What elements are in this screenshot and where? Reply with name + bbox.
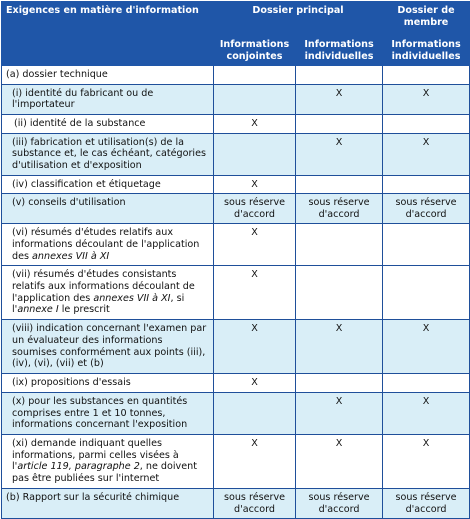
cell-member (383, 175, 470, 194)
table-row (2, 392, 470, 434)
cell-individual: X (296, 392, 383, 434)
cell-joint (214, 66, 296, 85)
cell-individual: X (296, 320, 383, 374)
table-row (2, 66, 470, 85)
cell-joint (214, 84, 296, 114)
cell-member (383, 266, 470, 320)
header-empty (2, 37, 214, 66)
row-label: (viii) indication concernant l'examen par un évaluateur des informations soumises conformément aux points (iii), (iv), (vi), (vii) et (b) (2, 320, 214, 374)
row-label: (vi) résumés d'études relatifs aux informations découlant de l'application des annexes VII à XI (2, 224, 214, 266)
cell-joint (214, 133, 296, 175)
cell-joint: X (214, 114, 296, 133)
header-joint-info: Informations conjointes (214, 37, 296, 66)
cell-joint: sous réserve d'accord (214, 194, 296, 224)
cell-joint: X (214, 434, 296, 488)
cell-member: sous réserve d'accord (383, 488, 470, 518)
cell-individual: sous réserve d'accord (296, 194, 383, 224)
cell-individual: sous réserve d'accord (296, 488, 383, 518)
row-label: (ii) identité de la substance (2, 114, 214, 133)
cell-individual: X (296, 133, 383, 175)
table-row (2, 194, 470, 224)
cell-joint: X (214, 266, 296, 320)
cell-joint (214, 392, 296, 434)
header-requirements: Exigences en matière d'information (2, 2, 214, 37)
table-row (2, 84, 470, 114)
cell-joint: X (214, 224, 296, 266)
information-requirements-table (1, 1, 470, 519)
table-row (2, 434, 470, 488)
cell-member (383, 374, 470, 393)
table-row (2, 374, 470, 393)
row-label: (vii) résumés d'études consistants relatifs aux informations découlant de l'application des annexes VII à XI, si l'annexe I le prescrit (2, 266, 214, 320)
cell-member: X (383, 320, 470, 374)
cell-individual: X (296, 84, 383, 114)
header-main-dossier: Dossier principal (214, 2, 383, 37)
cell-individual (296, 114, 383, 133)
table-row (2, 133, 470, 175)
row-label: (v) conseils d'utilisation (2, 194, 214, 224)
cell-joint: X (214, 374, 296, 393)
row-label: (xi) demande indiquant quelles informations, parmi celles visées à l'article 119, paragraphe 2, ne doivent pas être publiées sur l'internet (2, 434, 214, 488)
row-label: (i) identité du fabricant ou de l'importateur (2, 84, 214, 114)
cell-joint: sous réserve d'accord (214, 488, 296, 518)
cell-member: X (383, 133, 470, 175)
cell-individual (296, 374, 383, 393)
cell-member: X (383, 434, 470, 488)
cell-individual (296, 175, 383, 194)
cell-member: X (383, 84, 470, 114)
row-label: (iv) classification et étiquetage (2, 175, 214, 194)
row-label: (iii) fabrication et utilisation(s) de la substance et, le cas échéant, catégories d'utilisation et d'exposition (2, 133, 214, 175)
cell-joint: X (214, 175, 296, 194)
row-label: (x) pour les substances en quantités comprises entre 1 et 10 tonnes, informations concernant l'exposition (2, 392, 214, 434)
cell-joint: X (214, 320, 296, 374)
cell-member (383, 66, 470, 85)
cell-individual (296, 224, 383, 266)
table-row (2, 224, 470, 266)
cell-individual (296, 266, 383, 320)
table-row (2, 320, 470, 374)
row-label: (ix) propositions d'essais (2, 374, 214, 393)
table-row (2, 266, 470, 320)
table-row (2, 175, 470, 194)
header-member-individual-info: Informations individuelles (383, 37, 470, 66)
cell-member (383, 224, 470, 266)
table-row (2, 488, 470, 518)
header-individual-info: Informations individuelles (296, 37, 383, 66)
cell-member: sous réserve d'accord (383, 194, 470, 224)
header-member-dossier: Dossier de membre (383, 2, 470, 37)
row-label: (a) dossier technique (2, 66, 214, 85)
row-label: (b) Rapport sur la sécurité chimique (2, 488, 214, 518)
cell-individual (296, 66, 383, 85)
table-row (2, 114, 470, 133)
cell-individual: X (296, 434, 383, 488)
cell-member: X (383, 392, 470, 434)
cell-member (383, 114, 470, 133)
